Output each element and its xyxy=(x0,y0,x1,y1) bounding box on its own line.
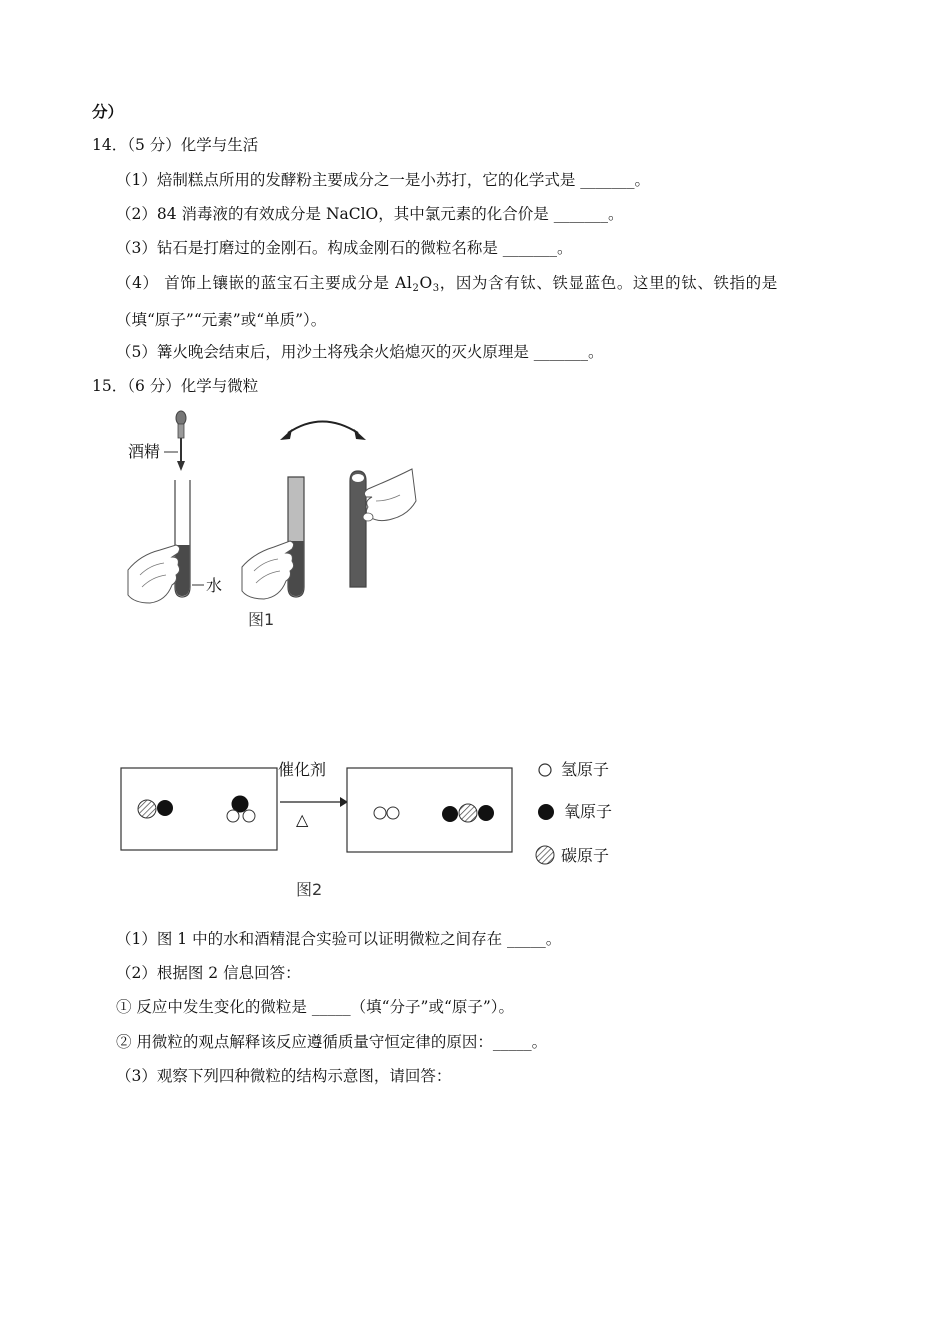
q14-item-5: （5）篝火晚会结束后，用沙土将残余火焰熄灭的灭火原理是 _______。 xyxy=(116,343,604,361)
legend-carbon-label: 碳原子 xyxy=(561,846,610,865)
figure-1 xyxy=(120,405,430,635)
q15-item-2-1: ① 反应中发生变化的微粒是 _____（填“分子”或“原子”）。 xyxy=(116,998,515,1016)
co2-molecule xyxy=(442,804,494,822)
hydrogen-atom-icon xyxy=(539,764,551,776)
test-tube-3 xyxy=(350,471,366,587)
q15-item-1: （1）图 1 中的水和酒精混合实验可以证明微粒之间存在 _____。 xyxy=(116,930,562,948)
oxygen-atom-icon xyxy=(538,804,554,820)
water-label: 水 xyxy=(206,576,223,595)
q14-item-1: （1）焙制糕点所用的发酵粉主要成分之一是小苏打，它的化学式是 _______。 xyxy=(116,171,651,189)
figure-2 xyxy=(118,755,628,905)
hand-icon-3 xyxy=(363,469,416,521)
heat-symbol: △ xyxy=(296,810,309,829)
hand-icon-1 xyxy=(128,545,180,603)
prev-question-tail: 分） xyxy=(92,102,124,121)
q15-item-3: （3）观察下列四种微粒的结构示意图，请回答： xyxy=(116,1067,452,1085)
q15-item-2: （2）根据图 2 信息回答： xyxy=(116,964,301,982)
dropper-icon xyxy=(176,411,186,471)
alcohol-label: 酒精 xyxy=(128,442,161,461)
legend-carbon xyxy=(536,846,609,865)
q14-item-4: （4） 首饰上镶嵌的蓝宝石主要成分是 $Al_2O_3$，因为含有钛、铁显蓝色。这里的钛、铁指的是 xyxy=(116,274,778,294)
reaction-arrow-icon xyxy=(280,797,348,807)
q14-item-2: （2）84 消毒液的有效成分是 NaClO，其中氯元素的化合价是 _______。 xyxy=(116,205,624,223)
q14-item-4-cont: （填“原子”“元素”或“单质”）。 xyxy=(116,311,327,329)
test-tube-2 xyxy=(288,477,304,597)
q15-title: （6 分）化学与微粒 xyxy=(127,377,259,395)
catalyst-label: 催化剂 xyxy=(278,760,327,779)
legend-oxygen xyxy=(538,802,612,821)
figure-2-caption: 图2 xyxy=(296,880,323,899)
hand-icon-2 xyxy=(242,541,294,599)
q14-heading xyxy=(92,135,258,155)
swap-arrow-icon xyxy=(280,422,366,441)
legend-oxygen-label: 氧原子 xyxy=(564,802,613,821)
carbon-atom-icon xyxy=(536,846,554,864)
test-tube-1 xyxy=(175,480,190,597)
q14-item-3: （3）钻石是打磨过的金刚石。构成金刚石的微粒名称是 _______。 xyxy=(116,239,573,257)
q14-title: （5 分）化学与生活 xyxy=(127,136,259,154)
figure-1-caption: 图1 xyxy=(248,610,275,629)
q15-item-2-2: ② 用微粒的观点解释该反应遵循质量守恒定律的原因：_____。 xyxy=(116,1033,548,1051)
legend-hydrogen-label: 氢原子 xyxy=(561,760,610,779)
legend-hydrogen xyxy=(539,760,609,779)
q14-number: 14． xyxy=(92,136,128,154)
q15-number: 15． xyxy=(92,377,128,395)
q15-heading xyxy=(92,376,258,396)
